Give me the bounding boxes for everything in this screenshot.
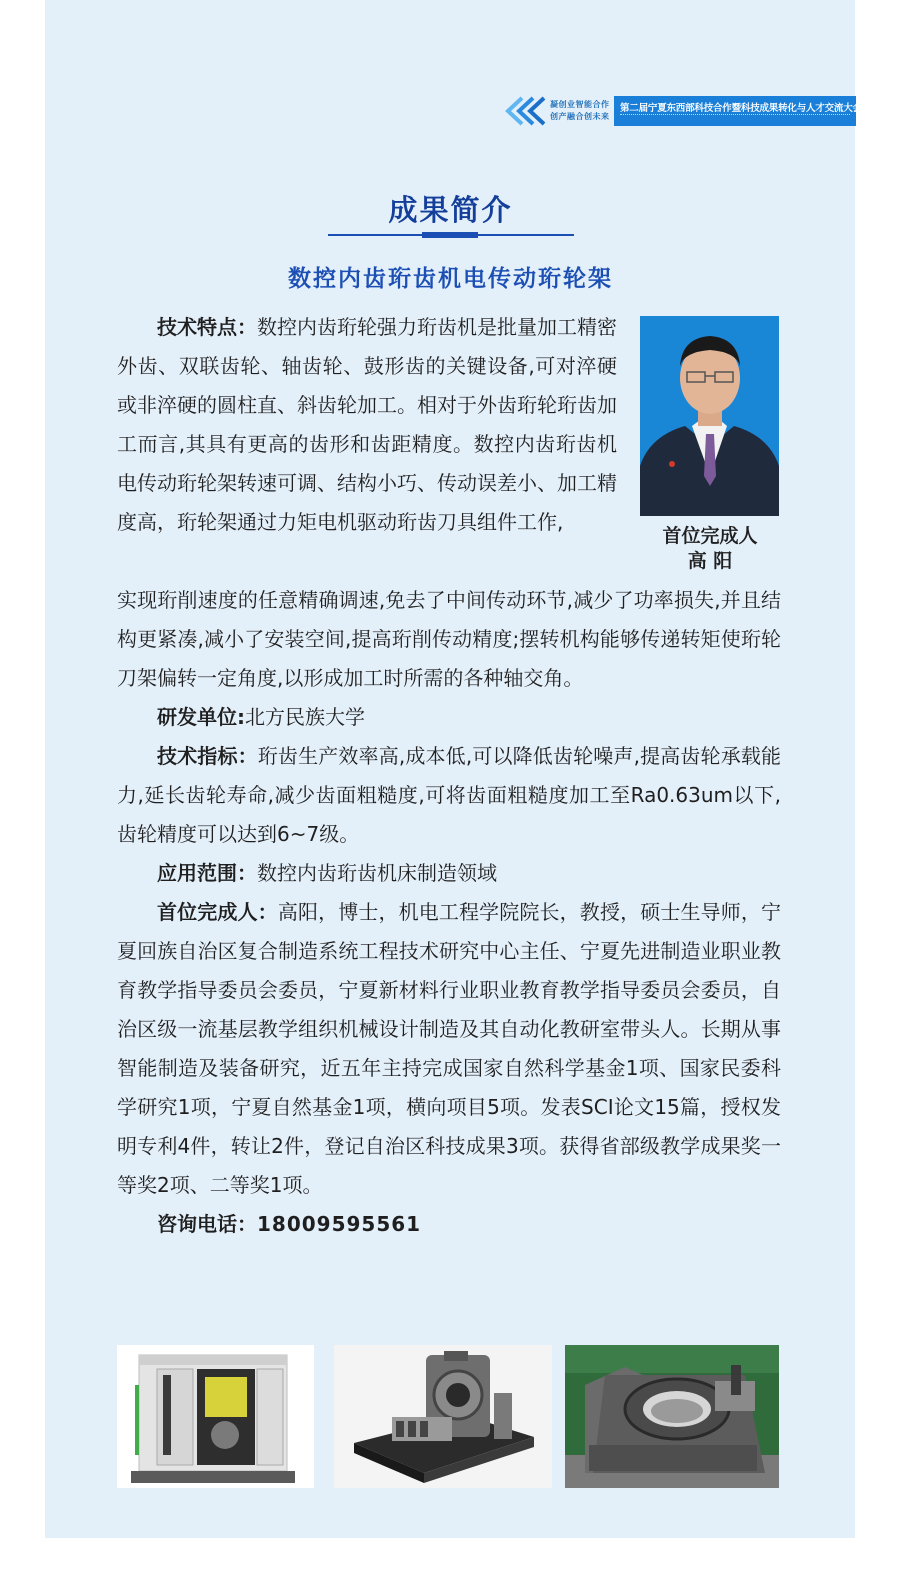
unit-label: 研发单位: xyxy=(157,705,245,729)
section-heading: 成果简介 xyxy=(388,193,513,227)
leader-text: 高阳，博士，机电工程学院院长，教授，硕士生导师，宁夏回族自治区复合制造系统工程技术研究中心主任、宁夏先进制造业职业教育教学指导委员会委员，宁夏新材料行业职业教育教学指导委员会委员，自治区级一流基层教学组织机械设计制造及其自动化教研室带头人。长期从事智能制造及装备研究，近五年主持完成国家自然科学基金1项、国家民委科学研究1项，宁夏自然基金1项，横向项目5项。发表SCI论文15篇，授权发明专利4件，转让2件，登记自治区科技成果3项。获得省部级教学成果奖一等奖2项、二等奖1项。 xyxy=(117,900,782,1197)
heading-underline-accent xyxy=(422,232,478,238)
caption-name: 高 阳 xyxy=(687,550,733,572)
contact-label: 咨询电话： xyxy=(157,1212,257,1236)
project-title: 数控内齿珩齿机电传动珩轮架 xyxy=(288,266,613,292)
unit-value: 北方民族大学 xyxy=(245,705,365,729)
chevron-arrows-icon xyxy=(500,96,550,126)
application-line xyxy=(117,854,781,893)
leader-label: 首位完成人： xyxy=(157,900,278,924)
honing-head-image xyxy=(565,1345,779,1488)
banner-subline xyxy=(620,114,850,118)
application-label: 应用范围： xyxy=(157,861,257,885)
cad-model-image xyxy=(334,1345,552,1488)
portrait-caption xyxy=(620,524,800,574)
unit-line xyxy=(117,698,781,737)
leader-paragraph xyxy=(117,893,781,1205)
application-value: 数控内齿珩齿机床制造领域 xyxy=(257,861,497,885)
banner-title: 第二届宁夏东西部科技合作暨科技成果转化与人才交流大会 xyxy=(620,103,862,114)
banner-slogan-line2: 创产融合创未来 xyxy=(550,111,610,121)
contact-line xyxy=(117,1205,781,1244)
banner-slogan xyxy=(550,98,612,122)
conference-banner xyxy=(500,96,862,126)
features-label: 技术特点： xyxy=(157,315,257,339)
portrait-image xyxy=(640,316,779,516)
leader-portrait xyxy=(640,316,779,516)
features-text-wrapped: 数控内齿珩轮强力珩齿机是批量加工精密外齿、双联齿轮、轴齿轮、鼓形齿的关键设备,可对淬硬或非淬硬的圆柱直、斜齿轮加工。相对于外齿珩轮珩齿加工而言,其具有更高的齿形和齿距精度。数控内齿珩齿机电传动珩轮架转速可调、结构小巧、传动误差小、加工精度高，珩轮架通过力矩电机驱动珩齿刀具组件工作, xyxy=(117,315,617,534)
machine-photo xyxy=(117,1345,314,1488)
honing-machine-image xyxy=(117,1345,314,1488)
indicators-text: 珩齿生产效率高,成本低,可以降低齿轮噪声,提高齿轮承载能力,延长齿轮寿命,减少齿面粗糙度,可将齿面粗糙度加工至Ra0.63um以下,齿轮精度可以达到6~7级。 xyxy=(117,744,782,846)
features-text-full: 实现珩削速度的任意精确调速,免去了中间传动环节,减少了功率损失,并且结构更紧凑,减小了安装空间,提高珩削传动精度;摆转机构能够传递转矩使珩轮刀架偏转一定角度,以形成加工时所需的各种轴交角。 xyxy=(117,588,781,690)
banner-slogan-line1: 凝创业智能合作 xyxy=(550,99,610,109)
main-text-block xyxy=(117,581,781,1244)
indicators-label: 技术指标： xyxy=(157,744,258,768)
cad-rendering xyxy=(334,1345,552,1488)
features-paragraph-top xyxy=(117,308,617,542)
banner-bar xyxy=(614,96,862,126)
indicators-paragraph xyxy=(117,737,781,854)
contact-phone: 18009595561 xyxy=(257,1212,422,1236)
hardware-photo xyxy=(565,1345,779,1488)
caption-role: 首位完成人 xyxy=(662,525,758,547)
